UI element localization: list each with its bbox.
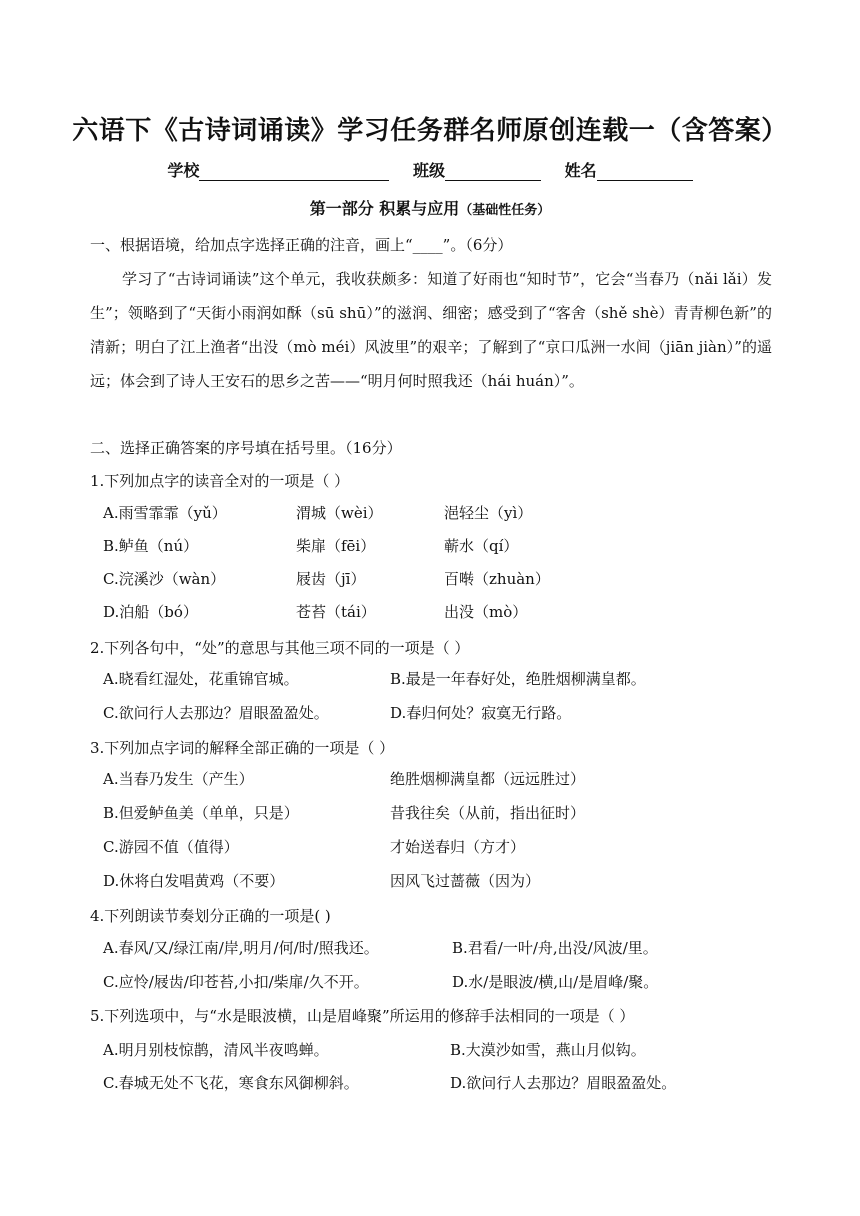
item-2-option-b: B.最是一年春好处，绝胜烟柳满皇都。	[390, 670, 646, 688]
item-2-option-c: C.欲问行人去那边？眉眼盈盈处。	[103, 704, 329, 722]
item-1-option-b-1: B.鲈鱼（nú）	[103, 537, 199, 555]
item-3-stem: 3.下列加点字词的解释全部正确的一项是（ ）	[90, 739, 395, 757]
item-2-option-a: A.晓看红湿处，花重锦官城。	[103, 670, 299, 688]
name-blank	[597, 164, 693, 181]
item-4-option-a: A.春风/又/绿江南/岸,明月/何/时/照我还。	[103, 939, 379, 957]
item-1-option-b-2: 柴扉（fēi）	[296, 537, 376, 555]
item-2-option-d: D.春归何处？寂寞无行路。	[390, 704, 572, 722]
item-1-option-a-1: A.雨雪霏霏（yǔ）	[103, 504, 227, 522]
item-1-option-d-1: D.泊船（bó）	[103, 603, 198, 621]
item-5-option-a: A.明月别枝惊鹊，清风半夜鸣蝉。	[103, 1041, 329, 1059]
item-3-option-a-2: 绝胜烟柳满皇都（远远胜过）	[390, 770, 586, 788]
item-4-option-d: D.水/是眼波/横,山/是眉峰/聚。	[452, 973, 659, 991]
item-1-option-c-2: 屐齿（jī）	[296, 570, 366, 588]
student-info-line	[0, 158, 860, 181]
school-blank	[199, 164, 389, 181]
section-subtitle: （基础性任务）	[459, 203, 551, 218]
question-1-heading: 一、根据语境，给加点字选择正确的注音，画上“____”。（6分）	[90, 236, 513, 254]
section-title: 第一部分 积累与应用	[309, 199, 460, 218]
name-label: 姓名	[564, 161, 597, 180]
item-3-option-b-1: B.但爱鲈鱼美（单单，只是）	[103, 804, 299, 822]
item-5-stem: 5.下列选项中，与“水是眼波横，山是眉峰聚”所运用的修辞手法相同的一项是（ ）	[90, 1007, 635, 1025]
class-label: 班级	[412, 161, 445, 180]
item-1-option-a-3: 浥轻尘（yì）	[444, 504, 533, 522]
item-4-stem: 4.下列朗读节奏划分正确的一项是( )	[90, 907, 331, 925]
item-3-option-a-1: A.当春乃发生（产生）	[103, 770, 254, 788]
item-3-option-d-2: 因风飞过蔷薇（因为）	[390, 872, 541, 890]
section-heading	[0, 196, 860, 219]
item-3-option-c-1: C.游园不值（值得）	[103, 838, 239, 856]
item-1-option-a-2: 渭城（wèi）	[296, 504, 383, 522]
item-2-stem: 2.下列各句中，“处”的意思与其他三项不同的一项是（ ）	[90, 639, 470, 657]
question-2-heading: 二、选择正确答案的序号填在括号里。（16分）	[90, 439, 402, 457]
item-1-option-c-1: C.浣溪沙（wàn）	[103, 570, 226, 588]
item-5-option-d: D.欲问行人去那边？眉眼盈盈处。	[450, 1074, 677, 1092]
page-title: 六语下《古诗词诵读》学习任务群名师原创连载一（含答案）	[72, 116, 788, 146]
item-3-option-b-2: 昔我往矣（从前，指出征时）	[390, 804, 586, 822]
item-4-option-c: C.应怜/屐齿/印苍苔,小扣/柴扉/久不开。	[103, 973, 369, 991]
school-label: 学校	[167, 161, 200, 180]
item-4-option-b: B.君看/一叶/舟,出没/风波/里。	[452, 939, 658, 957]
item-1-option-d-3: 出没（mò）	[444, 603, 528, 621]
item-5-option-b: B.大漠沙如雪，燕山月似钩。	[450, 1041, 646, 1059]
item-1-option-b-3: 蕲水（qí）	[444, 537, 519, 555]
class-blank	[445, 164, 541, 181]
question-1-paragraph: 学习了“古诗词诵读”这个单元，我收获颇多：知道了好雨也“知时节”，它会“当春乃（nǎi lǎi）发生”；领略到了“天街小雨润如酥（sū shū）”的滋润、细密；感受到了“客舍（shě shè）青青柳色新”的清新；明白了江上渔者“出没（mò méi）风波里”的艰辛；了解到了“京口瓜洲一水间（jiān jiàn）”的遥远；体会到了诗人王安石的思乡之苦——“明月何时照我还（hái huán）”。	[90, 270, 772, 390]
item-3-option-d-1: D.休将白发唱黄鸡（不要）	[103, 872, 285, 890]
item-5-option-c: C.春城无处不飞花，寒食东风御柳斜。	[103, 1074, 359, 1092]
item-3-option-c-2: 才始送春归（方才）	[390, 838, 526, 856]
item-1-option-c-3: 百啭（zhuàn）	[444, 570, 550, 588]
item-1-option-d-2: 苍苔（tái）	[296, 603, 376, 621]
item-1-stem: 1.下列加点字的读音全对的一项是（ ）	[90, 472, 350, 490]
